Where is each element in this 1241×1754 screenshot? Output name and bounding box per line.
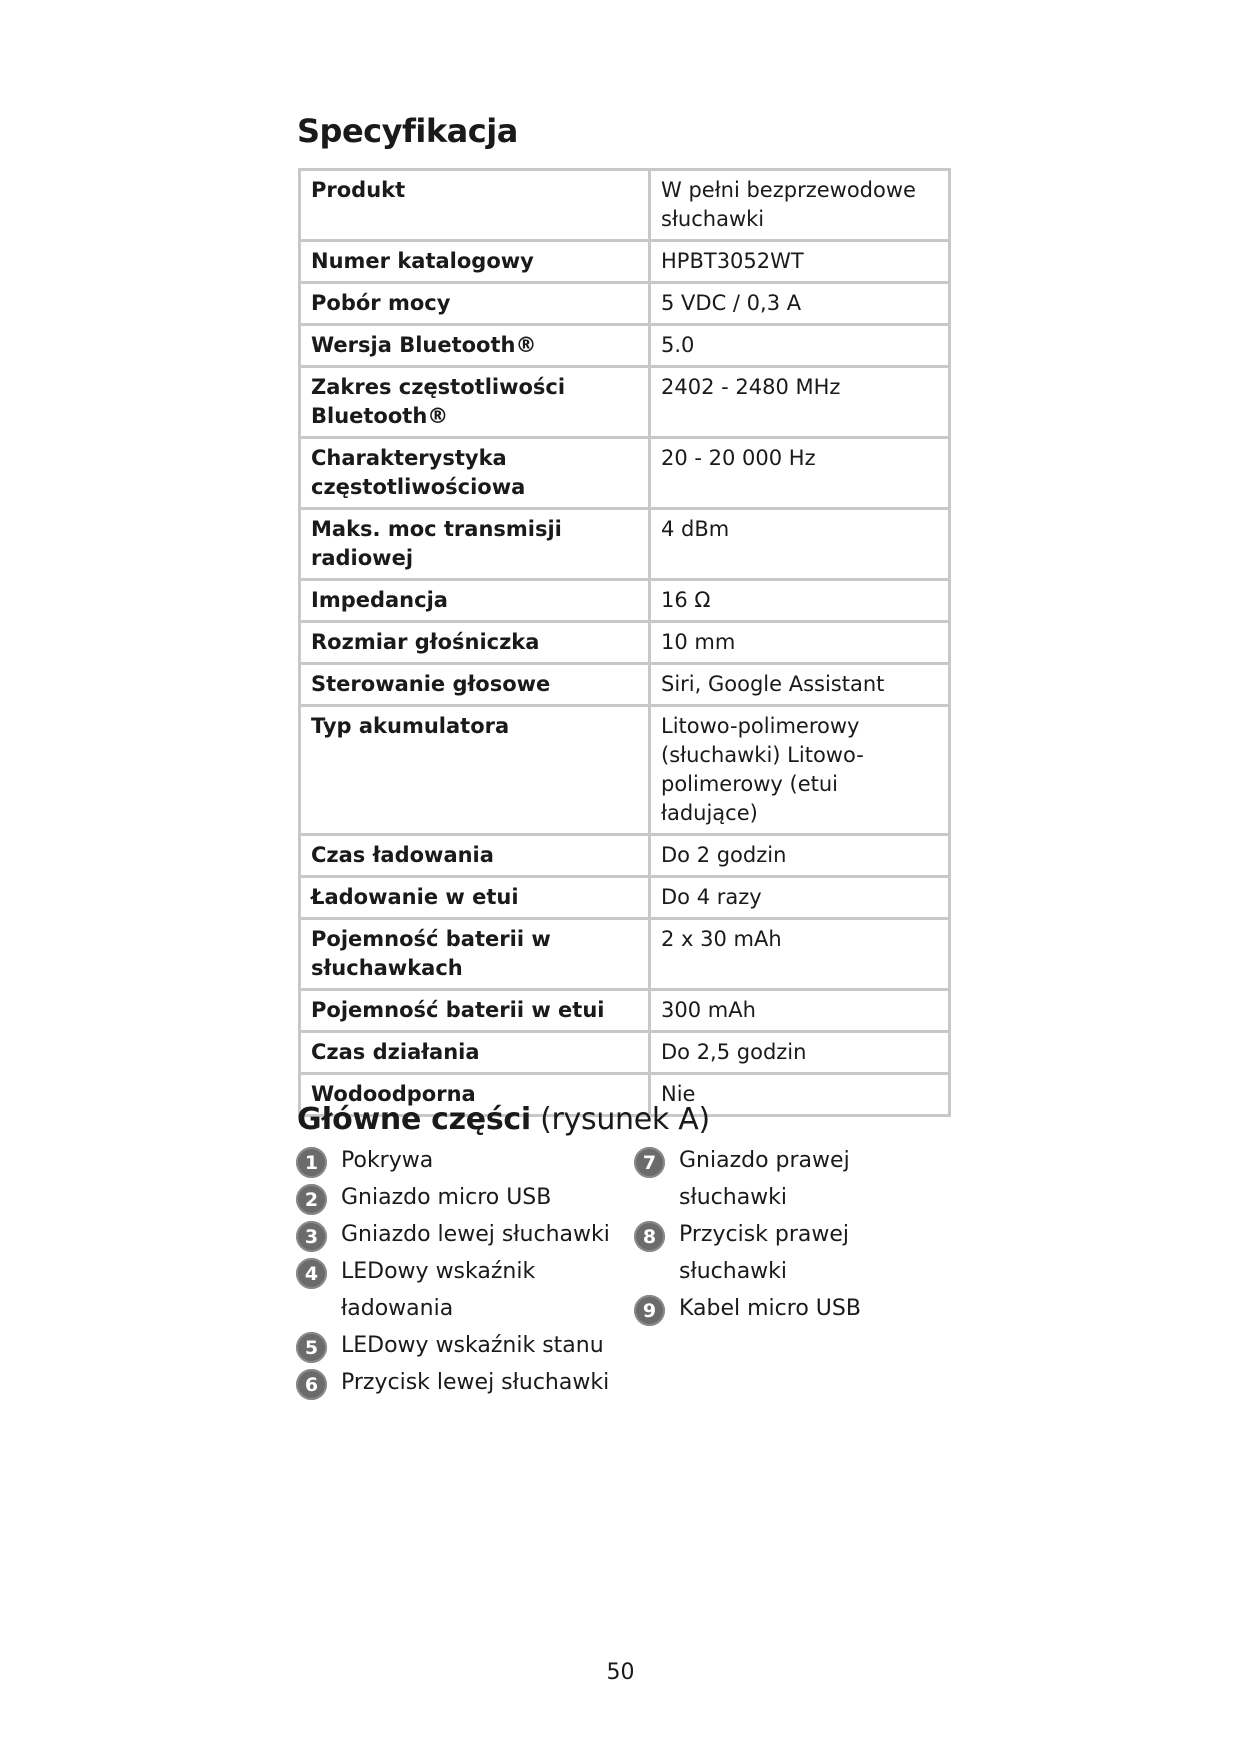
- spec-label: Typ akumulatora: [311, 714, 510, 738]
- spec-row: [300, 877, 950, 919]
- spec-value: 16 Ω: [650, 580, 950, 622]
- spec-value: 2402 - 2480 MHz: [650, 367, 950, 438]
- spec-label-cell: [300, 580, 650, 622]
- spec-row: [300, 367, 950, 438]
- parts-list-left: [296, 1150, 636, 1409]
- spec-row: [300, 438, 950, 509]
- spec-value: 5.0: [650, 325, 950, 367]
- spec-label: Wersja Bluetooth®: [311, 333, 537, 357]
- spec-label-cell: [300, 367, 650, 438]
- spec-row: [300, 664, 950, 706]
- part-number-badge: 5: [296, 1332, 327, 1363]
- spec-label: Pobór mocy: [311, 291, 451, 315]
- spec-label: Wodoodporna: [311, 1082, 476, 1106]
- spec-row: [300, 509, 950, 580]
- part-label: Gniazdo prawej słuchawki: [679, 1148, 850, 1210]
- part-label: LEDowy wskaźnik ładowania: [341, 1259, 536, 1321]
- parts-heading: [297, 1102, 710, 1137]
- part-item: [296, 1261, 636, 1327]
- spec-value: W pełni bezprzewodowe słuchawki: [650, 170, 950, 241]
- spec-label-cell: [300, 170, 650, 241]
- spec-label-cell: [300, 622, 650, 664]
- part-item: [634, 1150, 934, 1216]
- spec-value: Litowo-polimerowy (słuchawki) Litowo-polimerowy (etui ładujące): [650, 706, 950, 835]
- spec-row: [300, 283, 950, 325]
- parts-heading-normal: (rysunek A): [540, 1102, 710, 1137]
- spec-label: Impedancja: [311, 588, 448, 612]
- part-item: [296, 1187, 636, 1216]
- spec-row: [300, 580, 950, 622]
- spec-label-cell: [300, 438, 650, 509]
- part-number-badge: 3: [296, 1221, 327, 1252]
- spec-row: [300, 241, 950, 283]
- spec-label: Czas działania: [311, 1040, 480, 1064]
- spec-label-cell: [300, 706, 650, 835]
- spec-label-cell: [300, 325, 650, 367]
- spec-label: Czas ładowania: [311, 843, 494, 867]
- spec-label-cell: [300, 283, 650, 325]
- part-number-badge: 7: [634, 1147, 665, 1178]
- part-label: Przycisk lewej słuchawki: [341, 1370, 610, 1395]
- spec-label-cell: [300, 664, 650, 706]
- spec-label-cell: [300, 241, 650, 283]
- spec-label: Pojemność baterii w słuchawkach: [311, 927, 551, 980]
- part-label: Gniazdo micro USB: [341, 1185, 552, 1210]
- spec-label-cell: [300, 877, 650, 919]
- part-item: [296, 1335, 636, 1364]
- part-number-badge: 6: [296, 1369, 327, 1400]
- part-item: [634, 1224, 934, 1290]
- spec-row: [300, 919, 950, 990]
- spec-label: Maks. moc transmisji radiowej: [311, 517, 562, 570]
- part-number-badge: 8: [634, 1221, 665, 1252]
- spec-label: Ładowanie w etui: [311, 885, 519, 909]
- spec-row: [300, 990, 950, 1032]
- spec-row: [300, 835, 950, 877]
- spec-value: Do 4 razy: [650, 877, 950, 919]
- spec-value: Do 2 godzin: [650, 835, 950, 877]
- spec-label: Charakterystyka częstotliwościowa: [311, 446, 526, 499]
- parts-heading-bold: Główne części: [297, 1102, 531, 1137]
- spec-value: Do 2,5 godzin: [650, 1032, 950, 1074]
- spec-value: Siri, Google Assistant: [650, 664, 950, 706]
- spec-row: [300, 170, 950, 241]
- part-number-badge: 1: [296, 1147, 327, 1178]
- part-item: [296, 1372, 636, 1401]
- spec-label-cell: [300, 509, 650, 580]
- part-item: [296, 1224, 636, 1253]
- spec-label-cell: [300, 835, 650, 877]
- part-label: Przycisk prawej słuchawki: [679, 1222, 850, 1284]
- part-number-badge: 4: [296, 1258, 327, 1289]
- spec-label-cell: [300, 990, 650, 1032]
- spec-table: [298, 168, 951, 1117]
- part-label: Gniazdo lewej słuchawki: [341, 1222, 610, 1247]
- part-item: [634, 1298, 934, 1327]
- spec-value: 2 x 30 mAh: [650, 919, 950, 990]
- spec-value: 300 mAh: [650, 990, 950, 1032]
- spec-row: [300, 622, 950, 664]
- spec-label: Rozmiar głośniczka: [311, 630, 540, 654]
- spec-value: 20 - 20 000 Hz: [650, 438, 950, 509]
- page-number: 50: [606, 1660, 635, 1685]
- spec-row: [300, 325, 950, 367]
- spec-label: Pojemność baterii w etui: [311, 998, 605, 1022]
- spec-label: Sterowanie głosowe: [311, 672, 551, 696]
- spec-label: Numer katalogowy: [311, 249, 534, 273]
- spec-value: 10 mm: [650, 622, 950, 664]
- part-number-badge: 9: [634, 1295, 665, 1326]
- spec-value: Nie: [650, 1074, 950, 1116]
- part-label: Kabel micro USB: [679, 1296, 861, 1321]
- spec-value: 4 dBm: [650, 509, 950, 580]
- spec-value: HPBT3052WT: [650, 241, 950, 283]
- spec-row: [300, 706, 950, 835]
- part-label: LEDowy wskaźnik stanu: [341, 1333, 604, 1358]
- spec-label: Produkt: [311, 178, 406, 202]
- spec-label-cell: [300, 919, 650, 990]
- spec-label-cell: [300, 1032, 650, 1074]
- spec-heading: Specyfikacja: [297, 112, 518, 150]
- part-item: [296, 1150, 636, 1179]
- spec-value: 5 VDC / 0,3 A: [650, 283, 950, 325]
- spec-label: Zakres częstotliwości Bluetooth®: [311, 375, 566, 428]
- part-number-badge: 2: [296, 1184, 327, 1215]
- part-label: Pokrywa: [341, 1148, 434, 1173]
- spec-row: [300, 1032, 950, 1074]
- parts-list-right: [634, 1150, 934, 1335]
